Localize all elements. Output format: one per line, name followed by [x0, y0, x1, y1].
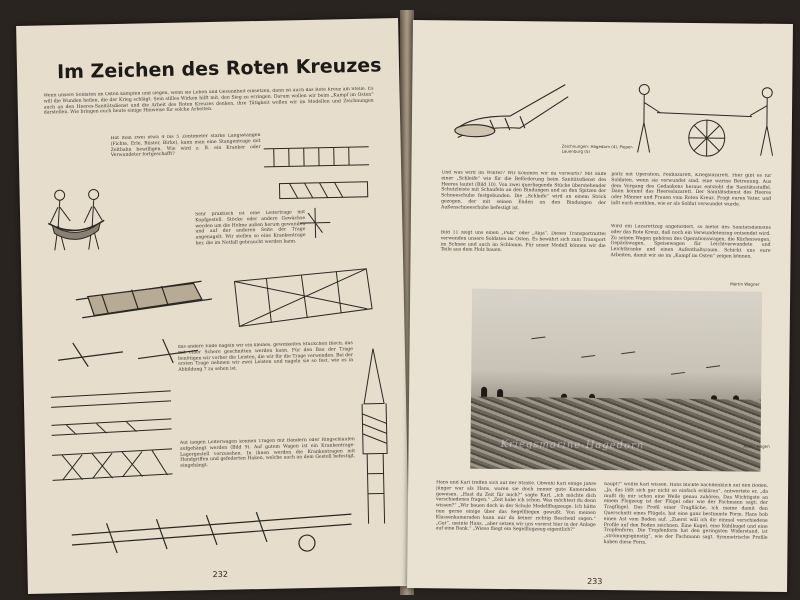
story-text-left: Hans und Karl treffen sich auf der Straße. Obwohl Karl einige Jahre jünger war als Hans, waren sie doch immer gute Kameraden gewesen. „Hast du Zeit für mich?“ sagte Karl, „ich möchte dich verschiedenes fragen.“ „Zeit habe ich schon. Was möchtest du denn wissen?“ „Wir bauen doch in der Schule Modellflugzeuge. Ich hätte nun gerne einige über das Segelfliegen gewußt. Von meinen Klassenkameraden kann mir da keiner richtig Bescheid sagen.“ „Gut“, meinte Hans, „aber setzen wir uns vorerst hier in der Anlage auf eine Bank.“ „Wieso fliegt ein Segelflugzeug eigentlich?“ [435, 480, 597, 534]
photo-credit: Aufn.: Hagen [743, 443, 770, 449]
right-page [407, 20, 793, 592]
page-number-right: 233 [587, 576, 603, 587]
body-text-4: Auf langen Leiterwagen können Tragen mit Bändern oder Ringschlaufen aufgehängt werden (Bild 9). Auf gutem Wagen ist ein Krankentrage-Lagergestell vorzusehen. In ihnen werden die Krankentragen mit Handgriffen und gefederten Haken, welche auch an dem Gestell befestigt, eingehängt. [179, 437, 356, 469]
photo-watermark: Kriegsmarine-Hagedorn [500, 438, 645, 452]
glider-shape [706, 365, 721, 372]
hillside [470, 397, 761, 472]
hanging-strap-illustration [353, 343, 397, 534]
left-page [16, 18, 410, 594]
body-text-3: das andere Ende nageln wir ein kleines, gewinkeltes Stückchen Blech, das mit einer Schere geschnitten werden kann. Für den Bau der Trage benötigen wir vorher die Leisten, die wir für die Trage verwenden. Bei der ersten Trage nehmen wir zwei Leisten und nageln sie so fest, wie es in Abbildung 7 zu sehen ist. [177, 341, 354, 373]
col2-text-b: Wird ein Lazarettzug angefordert, so bietet des Sanitätsdienstes oder das Rote Kreuz, daß noch ein Verwundetenzug entsendet wird. Zu seinen Wagen gehören des Operationswagen, die Küchenwagen, Gepäckwagen, Speisewagen für Leichtverwundete und Leichtkranke und einen Aufenthaltsraum. Schickt uns eure Arbeiten, damit wir sie im „Kampf im Osten“ zeigen können. [610, 224, 771, 260]
glider-shape [621, 351, 636, 358]
wheeled-stretcher-illustration [631, 77, 782, 169]
gliders-photo [470, 289, 762, 472]
glider-shape [531, 336, 546, 343]
stretcher-frame-illustration [226, 259, 378, 342]
story-text-right: haupt?“ wollte Karl wissen. Hans blickte nachdenklich auf den Boden. „Ja, das läßt sich gar nicht so einfach erklären“, antwortete er, „da mußt du mir schon eine Weile genau zuhören. Das Wichtigste an einem Flugzeug ist der Flügel oder wie der Fachmann sagt: der Tragflügel. Das Profil einer Tragfläche, ich meine damit den Querschnitt eines Flügels, hat eine ganz bestimmte Form. Hans hob einen Ast vom Boden auf. „Zuerst will ich dir einmal verschiedene Profile auf den Boden zeichnen. Eine Kugel, eine Kühlkugel und eine Tropfenform. Die Tropfenform hat den geringsten Widerstand, ist „strömungsgünstig“, wie der Fachmann sagt. Symmetrische Profile haben diese Form. [603, 482, 769, 546]
sledge-illustration [450, 75, 571, 146]
intro-text: Wenn unsere Soldaten im Osten kämpfen und siegen, wenn sie Leben und Gesundheit einsetzen, dann ist auch das Rote Kreuz am Stelle. Es will die Wunden heilen, die der Krieg schlägt. Sein stilles Wirken hilft mit, den Sieg zu erringen. Darum wollen wir beim „Kampf im Osten“ auch an den Heeres-Sanitätsdienst und die Arbeit des Roten Kreuzes denken, ihre Tätigkeit wollen wir im Modellen und Zeichnungen darstellen. Wie bringen euch heute einige Hinweise für solche Arbeiten. [43, 86, 374, 116]
col1-text: Und was wird im Winter? Wir kommen wir da vorwärts? Mit Hilfe einer „Schleife“ wie für die Beförderung beim Sanitätsdienst des Heeres lautet (Bild 10). Von zwei querliegende Stücke überstehender Schutzleiste mit Schaufeln an den Bindungen und an den Spitzen der Schneeschuhe festgebunden. Die „Schleife“ wird an einem Strick gezogen, der mit seinen Enden an den Bindungen der Außenschneeschuhe befestigt ist. [440, 170, 607, 211]
glider-shape [581, 355, 596, 362]
article-signature: Martin Wagner [730, 281, 760, 287]
page-number-left: 232 [212, 569, 228, 580]
body-text-1: Hat man zwei etwa 4 bis 5 Zentimeter starke Längsstangen (Fichte, Erle, Rüster, Birke), kann man eine Stangentrage mit Zeltbahn bewilligen. Wie wird z. B. ein Kranker oder Verwundeter fortgeschafft? [110, 132, 261, 159]
col2-text: platz mit Operation, Feldlazarett, Kriegslazarett. Hier gibt es für Soldaten, wenn sie verwundet sind, eine warme Betreuung. Aus dem Vorgang des Gedankens heraus entsteht die Sanitätsstaffel. Dann kommt das Heereslazarett. Der Sanitätsdienst des Heeres oder Männer und Frauen vom Roten Kreuz. Fragt euren Vater, und laßt euch erzählen, wie er als Soldat verwundet wurde. [611, 172, 772, 208]
body-text-2: Sehr praktisch ist eine Leitertrage mit Kopfgestell. Stöcke oder andere Gewächse werden um die Holme außen herum gewunden und auf der anderen Seite der Trage angenagelt. Wir stellen so eine Krankentrage her, die im Notfall gebraucht werden kann. [195, 210, 306, 247]
glider-shape [671, 372, 686, 379]
stretcher-bearers-illustration [41, 174, 113, 265]
figure-caption: Zeichnungen: Hagedorn (4), Pieper-Lauenburg (5) [561, 143, 634, 154]
stretcher-variants-illustration [46, 383, 184, 516]
cart-stretcher-illustration [66, 504, 357, 560]
col1-text-b: Bild 11 zeigt uns einen „Pulk“ oder „Akja“. Dieses Transportmittel verwenden unsere Soldaten im Osten. Es bewährt sich zum Transport im Schnee und auch im Schlamm. Für unser Modell können wir die Teile aus dem Holz bauen. [440, 230, 606, 254]
page-headline: Im Zeichen des Roten Kreuzes [56, 54, 382, 84]
canvas-stretcher-illustration [71, 267, 222, 330]
